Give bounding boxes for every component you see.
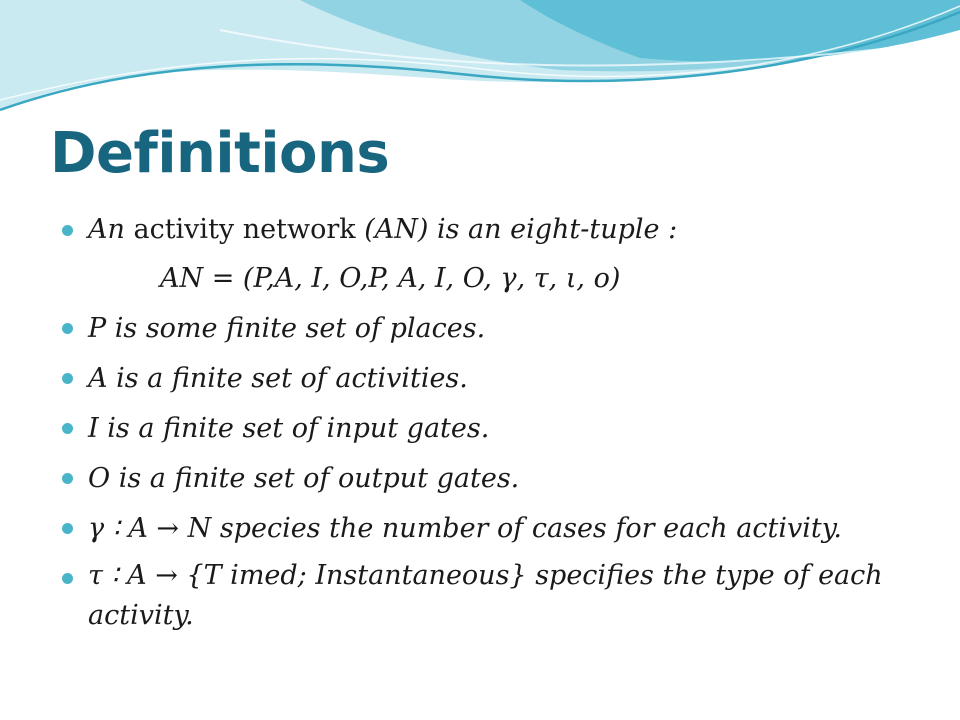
bullet-item-tau-type: τ ∶ A → {T imed; Instantaneous} specifies the type of each activity.	[62, 556, 942, 636]
bullet-item-places: P is some finite set of places.	[62, 306, 942, 356]
text-segment: (AN) is an eight-tuple :	[364, 214, 678, 245]
bullet-item-output-gates: O is a finite set of output gates.	[62, 456, 942, 506]
definition-list	[62, 208, 942, 636]
header-wave-decoration	[0, 0, 960, 130]
tuple-equation: AN = (P,A, I, O,P, A, I, O, γ, τ, ι, o)	[160, 263, 621, 294]
bullet-item-gamma-cases: γ ∶ A → N species the number of cases for each activity.	[62, 506, 942, 556]
text-segment: An	[88, 214, 125, 245]
text-segment: activity network	[124, 214, 365, 245]
bullet-item-input-gates: I is a finite set of input gates.	[62, 406, 942, 456]
bullet-item-activity-network	[62, 208, 942, 256]
slide-title: Definitions	[50, 121, 390, 186]
bullet-item-activities: A is a finite set of activities.	[62, 356, 942, 406]
